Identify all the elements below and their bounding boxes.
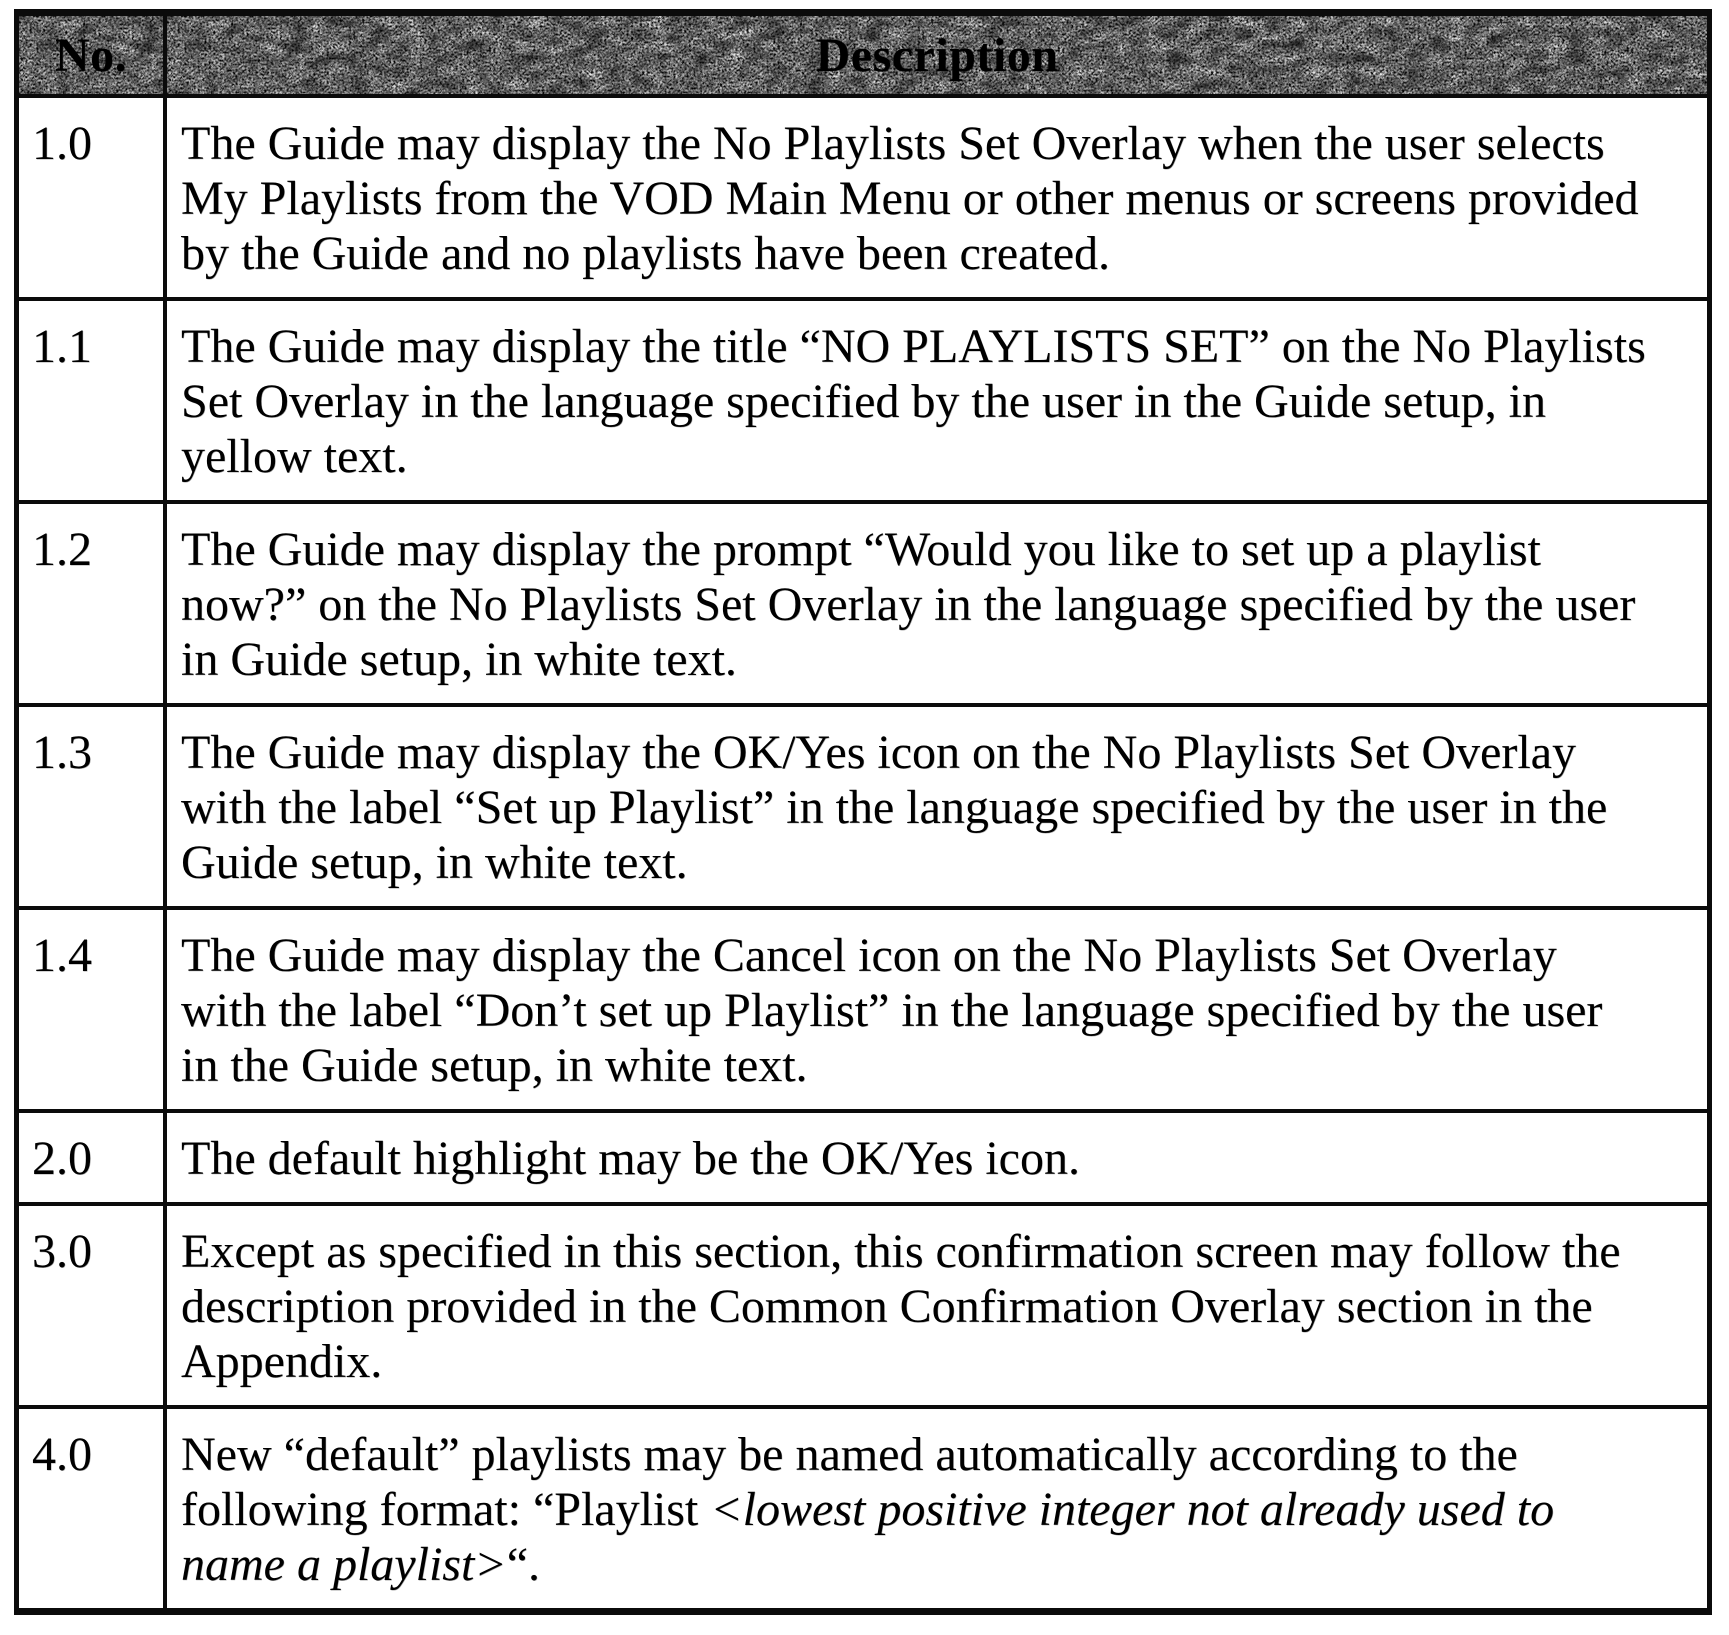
column-header-no	[19, 16, 167, 94]
table-row	[19, 906, 1707, 1109]
row-description-cell: The Guide may display the title “NO PLAYLISTS SET” on the No Playlists Set Overlay in the language specified by the user in the Guide setup, in yellow text.	[181, 320, 1646, 483]
row-number-cell: 1.4	[19, 910, 167, 1109]
table-row	[19, 297, 1707, 500]
row-number-cell: 4.0	[19, 1409, 167, 1608]
requirements-table	[14, 9, 1712, 1615]
table-row	[19, 94, 1707, 297]
row-description-cell: The Guide may display the No Playlists Set Overlay when the user selects My Playlists from the VOD Main Menu or other menus or screens provided by the Guide and no playlists have been created.	[181, 117, 1639, 280]
requirement-text-italic: <lowest positive integer not already used to name a playlist>	[181, 1483, 1555, 1591]
table-row	[19, 703, 1707, 906]
row-description-cell: The default highlight may be the OK/Yes icon.	[181, 1132, 1080, 1185]
row-number-cell: 1.0	[19, 98, 167, 297]
table-row	[19, 500, 1707, 703]
row-number-cell: 3.0	[19, 1206, 167, 1405]
row-number-cell: 1.2	[19, 504, 167, 703]
table-row	[19, 1405, 1707, 1608]
row-description-cell: Except as specified in this section, this confirmation screen may follow the description provided in the Common Confirmation Overlay section in the Appendix.	[181, 1225, 1621, 1388]
table-header-row	[19, 16, 1707, 94]
column-header-description	[167, 16, 1707, 94]
row-description-cell: The Guide may display the OK/Yes icon on the No Playlists Set Overlay with the label “Set up Playlist” in the language specified by the user in the Guide setup, in white text.	[181, 726, 1608, 889]
row-number-cell: 1.1	[19, 301, 167, 500]
row-number-cell: 2.0	[19, 1113, 167, 1202]
row-description-cell: The Guide may display the prompt “Would you like to set up a playlist now?” on the No Playlists Set Overlay in the language specified by the user in Guide setup, in white text.	[181, 523, 1636, 686]
table-row	[19, 1202, 1707, 1405]
row-description-cell	[167, 1409, 1707, 1608]
requirement-text: New “default” playlists may be named automatically according to the following format: “Playlist	[181, 1428, 1518, 1536]
table-row	[19, 1109, 1707, 1202]
requirement-text: “.	[506, 1538, 540, 1591]
column-header-no-label: No.	[54, 28, 128, 82]
row-number-cell: 1.3	[19, 707, 167, 906]
row-description-cell: The Guide may display the Cancel icon on the No Playlists Set Overlay with the label “Don’t set up Playlist” in the language specified by the user in the Guide setup, in white text.	[181, 929, 1603, 1092]
column-header-description-label: Description	[815, 28, 1059, 82]
